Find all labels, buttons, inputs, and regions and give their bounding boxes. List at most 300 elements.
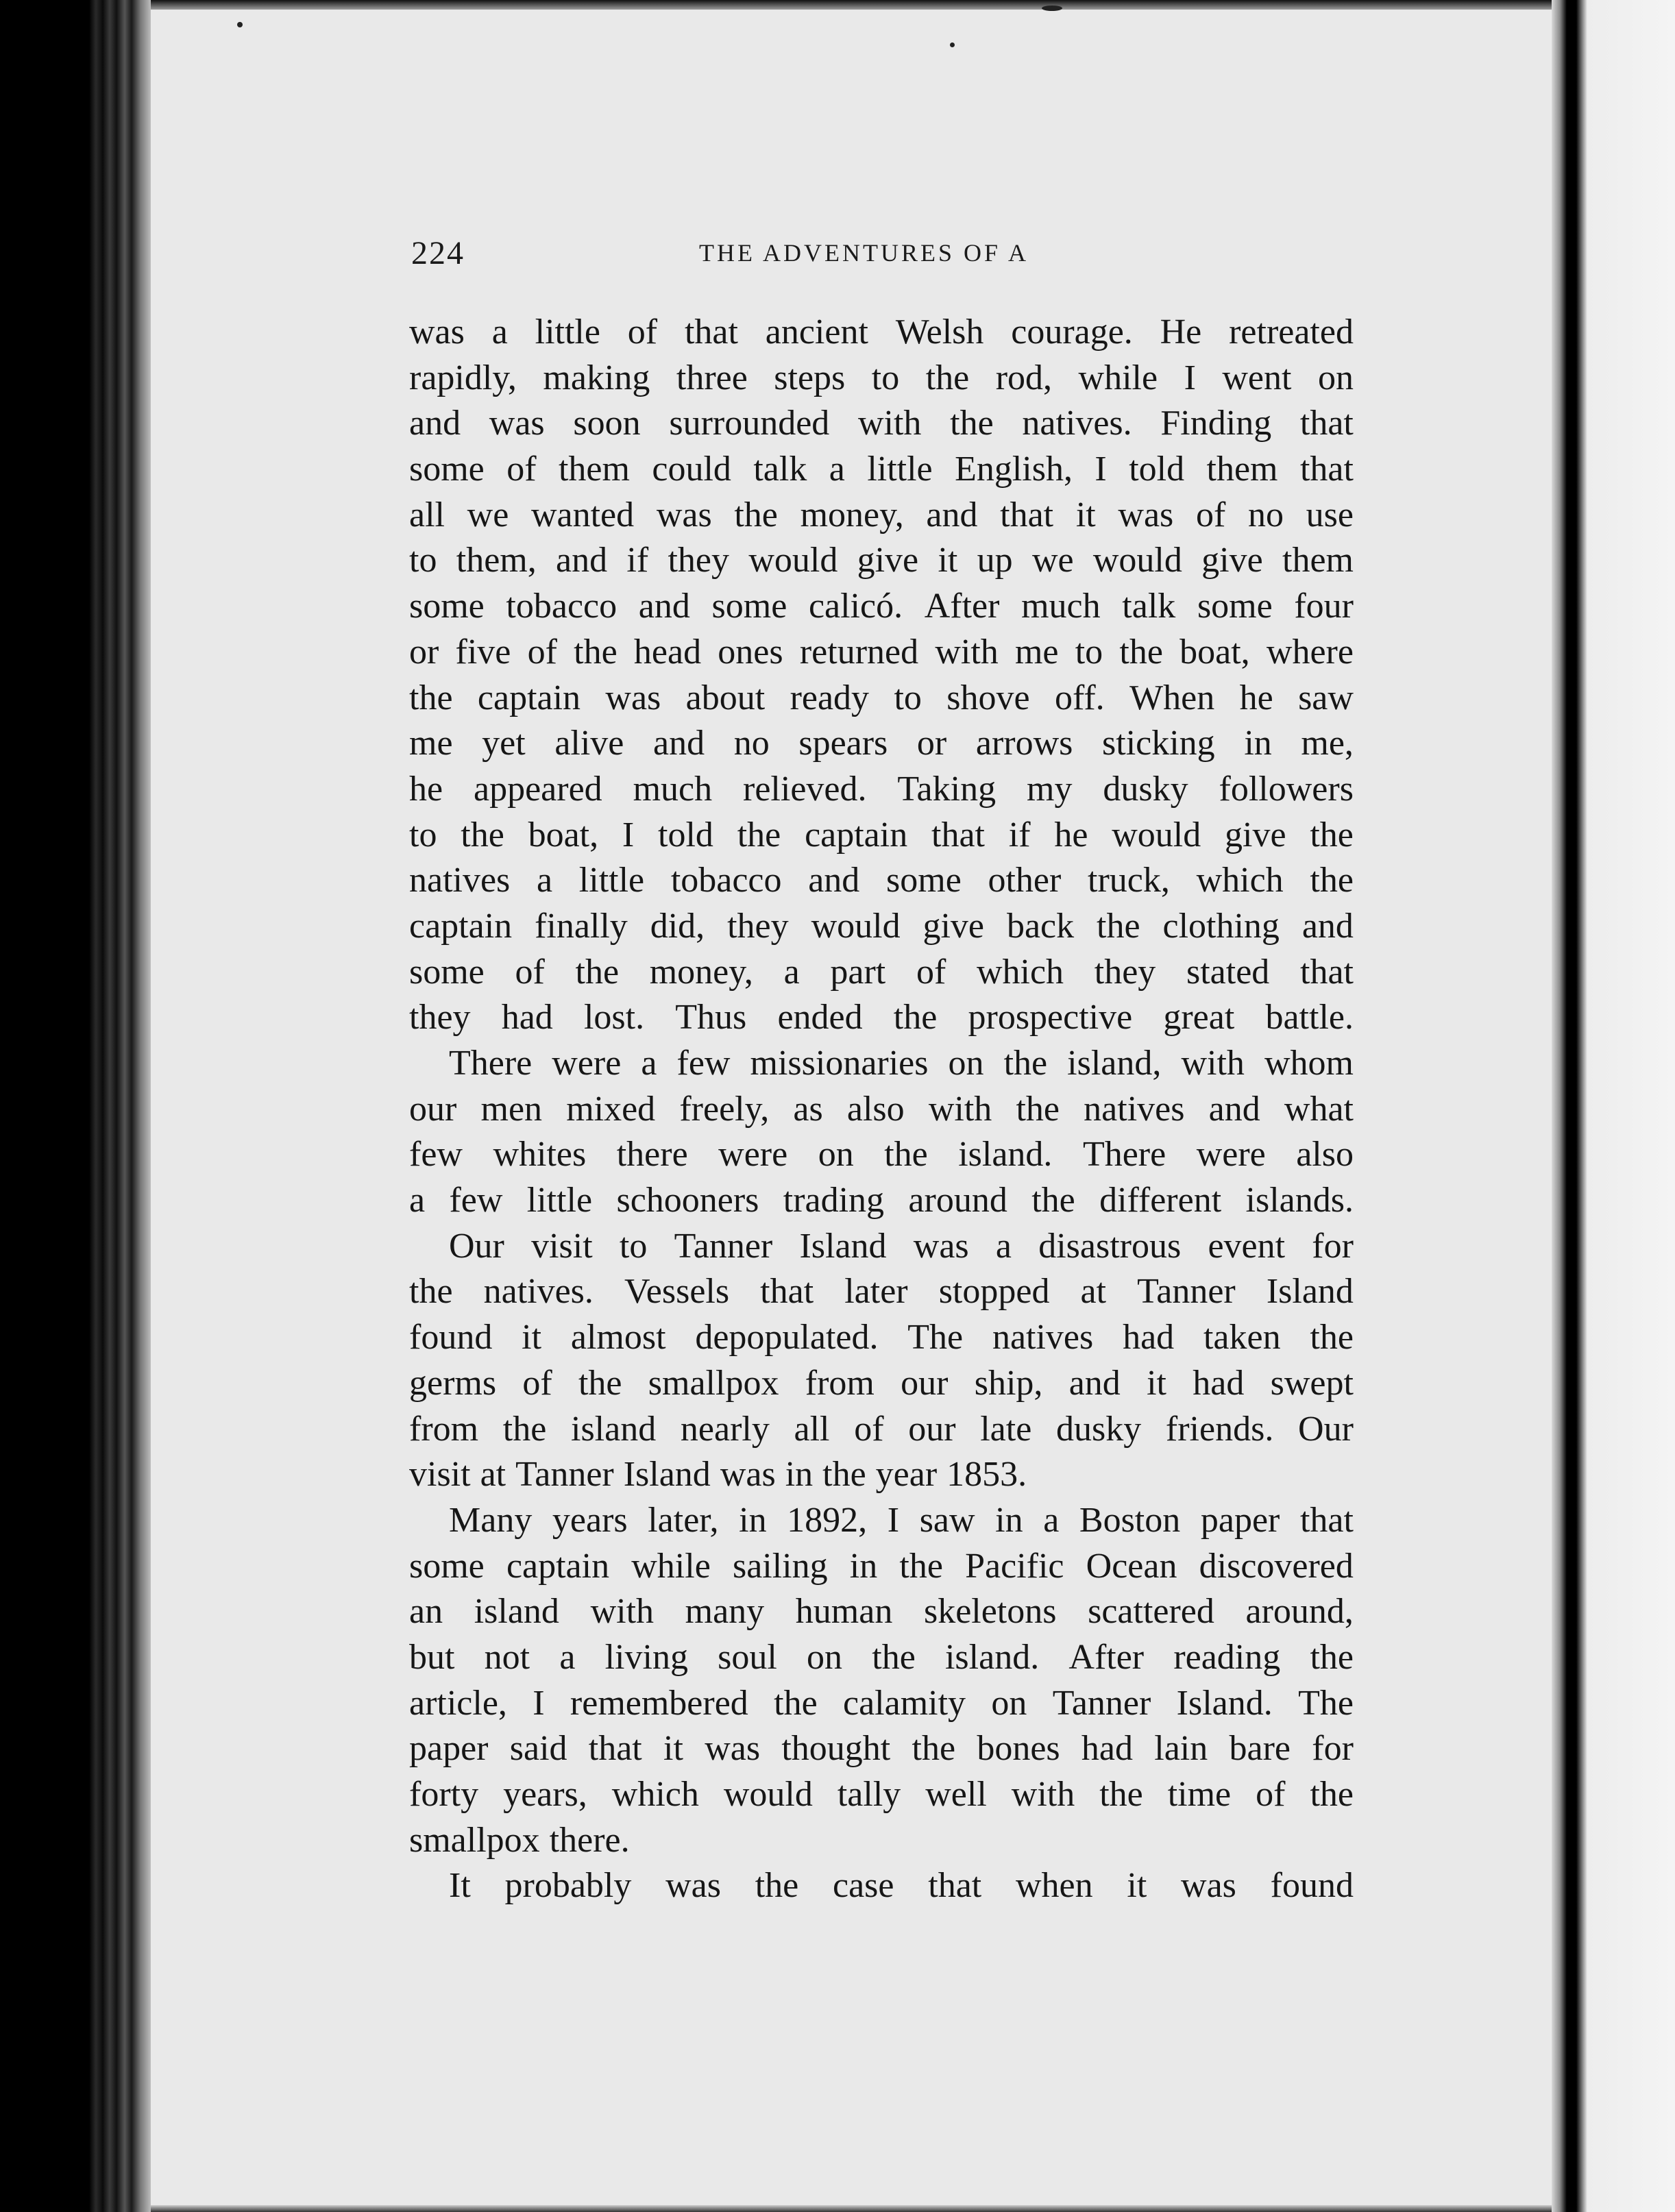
word: the bbox=[737, 815, 781, 855]
word: it bbox=[1127, 1866, 1147, 1906]
word: that bbox=[1000, 495, 1054, 534]
word: where bbox=[1266, 632, 1354, 672]
word: steps bbox=[774, 358, 846, 397]
text-line bbox=[409, 1818, 1354, 1864]
word: part bbox=[830, 952, 886, 992]
word: our bbox=[409, 1089, 457, 1129]
word: would bbox=[811, 906, 901, 946]
word: captain bbox=[506, 1546, 610, 1586]
text-line bbox=[409, 995, 1354, 1041]
word: bones bbox=[977, 1729, 1060, 1769]
word: was bbox=[605, 678, 661, 717]
word: of bbox=[854, 1409, 884, 1449]
text-line bbox=[409, 1407, 1354, 1453]
word: Pacific bbox=[965, 1546, 1064, 1586]
word: was bbox=[1118, 495, 1174, 534]
word: calicó. bbox=[808, 587, 903, 626]
word: on bbox=[948, 1044, 984, 1083]
book-binding-right bbox=[1552, 0, 1675, 2212]
word: was bbox=[489, 404, 545, 443]
text-line bbox=[409, 1041, 1354, 1087]
text-line bbox=[409, 584, 1354, 630]
word: After bbox=[1068, 1637, 1145, 1677]
word: that bbox=[1299, 450, 1354, 489]
word: Island bbox=[1266, 1272, 1354, 1312]
word: well bbox=[925, 1775, 987, 1814]
word: would bbox=[1112, 815, 1201, 855]
word: skeletons bbox=[923, 1592, 1057, 1632]
word: different bbox=[1099, 1181, 1222, 1220]
word: when bbox=[1015, 1866, 1093, 1906]
word: the bbox=[1031, 1181, 1075, 1220]
word: it bbox=[663, 1729, 683, 1769]
word: later, bbox=[648, 1500, 719, 1540]
word: missionaries bbox=[750, 1044, 929, 1083]
word: our bbox=[908, 1409, 956, 1449]
word: soul bbox=[718, 1637, 777, 1677]
word: talk bbox=[753, 450, 807, 489]
word: later bbox=[844, 1272, 908, 1312]
word: I bbox=[533, 1683, 545, 1723]
word: around, bbox=[1245, 1592, 1354, 1632]
word: paper bbox=[1200, 1500, 1280, 1540]
word: in bbox=[785, 1455, 814, 1495]
word: spears bbox=[798, 724, 888, 763]
word: case bbox=[833, 1866, 894, 1906]
word: almost bbox=[570, 1318, 666, 1357]
word: money, bbox=[800, 495, 904, 534]
word: that bbox=[684, 312, 738, 352]
word: Taking bbox=[897, 769, 997, 809]
word: four bbox=[1294, 587, 1354, 626]
word: were bbox=[718, 1135, 788, 1175]
word: The bbox=[907, 1318, 964, 1357]
word: a bbox=[1043, 1500, 1060, 1540]
word: also bbox=[1296, 1135, 1354, 1175]
word: Our bbox=[449, 1226, 504, 1266]
word: relieved. bbox=[743, 769, 867, 809]
word: use bbox=[1306, 495, 1354, 534]
word: and bbox=[1068, 1363, 1121, 1403]
word: that bbox=[760, 1272, 814, 1312]
word: for bbox=[1312, 1729, 1354, 1769]
word: back bbox=[1006, 906, 1075, 946]
word: all bbox=[409, 495, 445, 534]
word: the bbox=[872, 1637, 916, 1677]
word: saw bbox=[919, 1500, 975, 1540]
word: had bbox=[1081, 1729, 1133, 1769]
word: was bbox=[720, 1455, 776, 1495]
word: arrows bbox=[975, 724, 1073, 763]
text-line bbox=[409, 858, 1354, 904]
word: while bbox=[1078, 358, 1158, 397]
word: 1892, bbox=[787, 1500, 868, 1540]
word: and bbox=[638, 587, 690, 626]
word: they bbox=[409, 998, 471, 1037]
word: a bbox=[491, 312, 508, 352]
word: found bbox=[1270, 1866, 1354, 1906]
word: me bbox=[1014, 632, 1059, 672]
word: to bbox=[409, 815, 437, 855]
word: a bbox=[537, 861, 553, 900]
word: some bbox=[1197, 587, 1273, 626]
word: island bbox=[474, 1592, 559, 1632]
word: some bbox=[886, 861, 962, 900]
word: also bbox=[846, 1089, 905, 1129]
text-line bbox=[409, 1452, 1354, 1498]
word: but bbox=[409, 1637, 455, 1677]
word: give bbox=[1201, 541, 1263, 580]
word: told bbox=[1129, 450, 1185, 489]
word: years bbox=[552, 1500, 628, 1540]
word: them, bbox=[456, 541, 537, 580]
word: smallpox bbox=[409, 1820, 540, 1860]
word: off. bbox=[1054, 678, 1105, 717]
word: lost. bbox=[583, 998, 645, 1037]
word: dusky bbox=[1055, 1409, 1142, 1449]
word: Island. bbox=[1176, 1683, 1273, 1723]
word: was bbox=[913, 1226, 969, 1266]
text-line bbox=[409, 356, 1354, 402]
word: taken bbox=[1203, 1318, 1281, 1357]
word: no bbox=[1247, 495, 1284, 534]
word: paper bbox=[409, 1729, 489, 1769]
word: Boston bbox=[1079, 1500, 1181, 1540]
word: were bbox=[1196, 1135, 1266, 1175]
text-line bbox=[409, 493, 1354, 539]
word: discovered bbox=[1199, 1546, 1354, 1586]
word: remembered bbox=[570, 1683, 748, 1723]
word: men bbox=[480, 1089, 543, 1129]
word: was bbox=[409, 312, 465, 352]
word: Thus bbox=[675, 998, 747, 1037]
word: ship, bbox=[974, 1363, 1043, 1403]
word: retreated bbox=[1229, 312, 1354, 352]
word: the bbox=[899, 1546, 943, 1586]
word: would bbox=[1092, 541, 1182, 580]
word: an bbox=[409, 1592, 443, 1632]
word: or bbox=[916, 724, 947, 763]
word: island, bbox=[1067, 1044, 1162, 1083]
word: the bbox=[409, 678, 453, 717]
word: little bbox=[526, 1181, 593, 1220]
running-head: THE ADVENTURES OF A bbox=[699, 239, 1029, 267]
text-line bbox=[409, 1087, 1354, 1133]
text-line bbox=[409, 1269, 1354, 1315]
word: that bbox=[928, 1866, 982, 1906]
word: I bbox=[622, 815, 635, 855]
word: it bbox=[1147, 1363, 1166, 1403]
word: returned bbox=[799, 632, 919, 672]
word: with bbox=[590, 1592, 655, 1632]
word: my bbox=[1027, 769, 1073, 809]
word: all bbox=[794, 1409, 830, 1449]
word: trading bbox=[783, 1181, 885, 1220]
text-line bbox=[409, 1681, 1354, 1727]
word: other bbox=[988, 861, 1062, 900]
word: the bbox=[755, 1866, 799, 1906]
word: on bbox=[818, 1135, 854, 1175]
text-line bbox=[409, 813, 1354, 859]
word: article, bbox=[409, 1683, 507, 1723]
word: them bbox=[1282, 541, 1354, 580]
word: some bbox=[409, 952, 485, 992]
page-bottom-edge bbox=[151, 2205, 1552, 2212]
word: was bbox=[665, 1866, 721, 1906]
word: for bbox=[1312, 1226, 1354, 1266]
word: captain bbox=[409, 906, 513, 946]
word: at bbox=[1080, 1272, 1107, 1312]
word: were bbox=[552, 1044, 622, 1083]
word: had bbox=[501, 998, 553, 1037]
word: great bbox=[1163, 998, 1235, 1037]
text-line bbox=[409, 904, 1354, 950]
word: me, bbox=[1301, 724, 1354, 763]
word: went bbox=[1222, 358, 1292, 397]
word: few bbox=[409, 1135, 463, 1175]
word: island bbox=[571, 1409, 657, 1449]
word: Tanner bbox=[1137, 1272, 1236, 1312]
word: sticking bbox=[1102, 724, 1215, 763]
text-line bbox=[409, 1726, 1354, 1772]
body-text bbox=[409, 310, 1354, 1909]
word: prospective bbox=[968, 998, 1133, 1037]
word: three bbox=[676, 358, 748, 397]
word: mixed bbox=[566, 1089, 656, 1129]
word: saw bbox=[1298, 678, 1354, 717]
word: from bbox=[409, 1409, 479, 1449]
word: There bbox=[1082, 1135, 1166, 1175]
word: Island bbox=[623, 1455, 711, 1495]
word: in bbox=[739, 1500, 767, 1540]
word: talk bbox=[1122, 587, 1176, 626]
word: natives bbox=[409, 861, 511, 900]
word: with bbox=[1011, 1775, 1075, 1814]
word: event bbox=[1208, 1226, 1286, 1266]
word: Ocean bbox=[1086, 1546, 1177, 1586]
word: ready bbox=[790, 678, 870, 717]
word: Tanner bbox=[1052, 1683, 1151, 1723]
word: was bbox=[1181, 1866, 1236, 1906]
word: ones bbox=[718, 632, 783, 672]
word: in bbox=[849, 1546, 878, 1586]
text-line bbox=[409, 538, 1354, 584]
word: and bbox=[808, 861, 860, 900]
word: he bbox=[1239, 678, 1273, 717]
word: not bbox=[484, 1637, 530, 1677]
text-line bbox=[409, 310, 1354, 356]
word: would bbox=[723, 1775, 813, 1814]
word: tally bbox=[837, 1775, 901, 1814]
word: Island bbox=[799, 1226, 887, 1266]
word: the bbox=[502, 1409, 547, 1449]
word: of bbox=[506, 450, 537, 489]
word: five bbox=[455, 632, 511, 672]
text-line bbox=[409, 721, 1354, 767]
word: while bbox=[631, 1546, 711, 1586]
word: with bbox=[935, 632, 999, 672]
word: they bbox=[668, 541, 730, 580]
word: a bbox=[559, 1637, 576, 1677]
word: the bbox=[409, 1272, 453, 1312]
word: of bbox=[527, 632, 557, 672]
word: tobacco bbox=[670, 861, 782, 900]
word: surrounded bbox=[669, 404, 830, 443]
word: Our bbox=[1298, 1409, 1354, 1449]
word: of bbox=[515, 952, 545, 992]
word: probably bbox=[504, 1866, 632, 1906]
word: we bbox=[467, 495, 509, 534]
word: sailing bbox=[732, 1546, 828, 1586]
word: shove bbox=[946, 678, 1030, 717]
word: head bbox=[633, 632, 702, 672]
word: the bbox=[1119, 632, 1163, 672]
word: rod, bbox=[995, 358, 1053, 397]
word: boat, bbox=[1179, 632, 1250, 672]
word: the bbox=[1099, 1775, 1143, 1814]
word: depopulated. bbox=[695, 1318, 879, 1357]
word: to bbox=[871, 358, 900, 397]
word: time bbox=[1167, 1775, 1232, 1814]
word: said bbox=[509, 1729, 567, 1769]
text-line bbox=[409, 1178, 1354, 1224]
word: some bbox=[409, 1546, 485, 1586]
word: and bbox=[556, 541, 608, 580]
word: to bbox=[619, 1226, 648, 1266]
word: the bbox=[1310, 1637, 1354, 1677]
word: followers bbox=[1219, 769, 1354, 809]
word: about bbox=[685, 678, 766, 717]
word: there. bbox=[549, 1820, 630, 1860]
word: up bbox=[977, 541, 1013, 580]
word: much bbox=[1021, 587, 1101, 626]
word: calamity bbox=[843, 1683, 966, 1723]
word: did, bbox=[650, 906, 705, 946]
word: human bbox=[795, 1592, 893, 1632]
word: island. bbox=[958, 1135, 1053, 1175]
word: natives bbox=[1084, 1089, 1185, 1129]
word: in bbox=[995, 1500, 1023, 1540]
word: the bbox=[1310, 861, 1354, 900]
text-line bbox=[409, 401, 1354, 447]
word: with bbox=[1181, 1044, 1245, 1083]
text-line bbox=[409, 676, 1354, 722]
word: whom bbox=[1264, 1044, 1354, 1083]
word: There bbox=[449, 1044, 533, 1083]
word: he bbox=[1054, 815, 1088, 855]
text-line bbox=[409, 1589, 1354, 1635]
word: Many bbox=[449, 1500, 533, 1540]
text-line bbox=[409, 1772, 1354, 1818]
word: natives. bbox=[1022, 404, 1132, 443]
word: islands. bbox=[1245, 1181, 1354, 1220]
word: the bbox=[893, 998, 938, 1037]
word: Tanner bbox=[674, 1226, 773, 1266]
word: the bbox=[884, 1135, 928, 1175]
word: alive bbox=[554, 724, 624, 763]
word: around bbox=[908, 1181, 1007, 1220]
page-number: 224 bbox=[411, 235, 465, 271]
word: there bbox=[616, 1135, 688, 1175]
text-line bbox=[409, 1863, 1354, 1909]
word: that bbox=[1299, 1500, 1354, 1540]
word: a bbox=[409, 1181, 426, 1220]
word: natives. bbox=[483, 1272, 594, 1312]
word: to bbox=[894, 678, 922, 717]
text-line bbox=[409, 1635, 1354, 1681]
word: Vessels bbox=[624, 1272, 730, 1312]
word: I bbox=[887, 1500, 900, 1540]
page-header bbox=[411, 234, 1357, 275]
word: The bbox=[1298, 1683, 1354, 1723]
word: Welsh bbox=[895, 312, 984, 352]
word: what bbox=[1284, 1089, 1354, 1129]
book-binding-left bbox=[0, 0, 151, 2212]
word: smallpox bbox=[648, 1363, 779, 1403]
word: captain bbox=[477, 678, 581, 717]
word: yet bbox=[482, 724, 526, 763]
word: the bbox=[1310, 815, 1354, 855]
word: years, bbox=[503, 1775, 587, 1814]
word: the bbox=[912, 1729, 956, 1769]
word: told bbox=[658, 815, 713, 855]
word: scattered bbox=[1088, 1592, 1214, 1632]
word: some bbox=[409, 450, 485, 489]
scan-speck bbox=[237, 22, 243, 27]
word: few bbox=[676, 1044, 731, 1083]
text-line bbox=[409, 1361, 1354, 1407]
text-line bbox=[409, 1315, 1354, 1361]
word: the bbox=[575, 952, 620, 992]
word: rapidly, bbox=[409, 358, 517, 397]
text-line bbox=[409, 1224, 1354, 1270]
word: which bbox=[1196, 861, 1284, 900]
word: found bbox=[409, 1318, 493, 1357]
word: he bbox=[409, 769, 443, 809]
word: on bbox=[807, 1637, 843, 1677]
word: the bbox=[950, 404, 994, 443]
word: thought bbox=[781, 1729, 891, 1769]
word: ancient bbox=[765, 312, 868, 352]
word: which bbox=[611, 1775, 699, 1814]
word: which bbox=[976, 952, 1064, 992]
word: that bbox=[1299, 404, 1354, 443]
word: nearly bbox=[680, 1409, 770, 1449]
word: was bbox=[656, 495, 712, 534]
text-line bbox=[409, 1498, 1354, 1544]
text-line bbox=[409, 630, 1354, 676]
scan-speck bbox=[950, 42, 955, 47]
word: reading bbox=[1173, 1637, 1281, 1677]
word: and bbox=[1301, 906, 1354, 946]
word: the bbox=[734, 495, 778, 534]
word: with bbox=[928, 1089, 992, 1129]
word: living bbox=[604, 1637, 688, 1677]
word: freely, bbox=[679, 1089, 770, 1129]
word: When bbox=[1129, 678, 1215, 717]
word: Finding bbox=[1160, 404, 1272, 443]
word: them bbox=[1206, 450, 1278, 489]
word: It bbox=[449, 1866, 471, 1906]
word: schooners bbox=[616, 1181, 759, 1220]
word: the bbox=[925, 358, 970, 397]
word: a bbox=[995, 1226, 1012, 1266]
word: making bbox=[543, 358, 650, 397]
scan-speck bbox=[1042, 5, 1062, 11]
word: swept bbox=[1270, 1363, 1354, 1403]
word: give bbox=[1225, 815, 1286, 855]
word: of bbox=[522, 1363, 552, 1403]
